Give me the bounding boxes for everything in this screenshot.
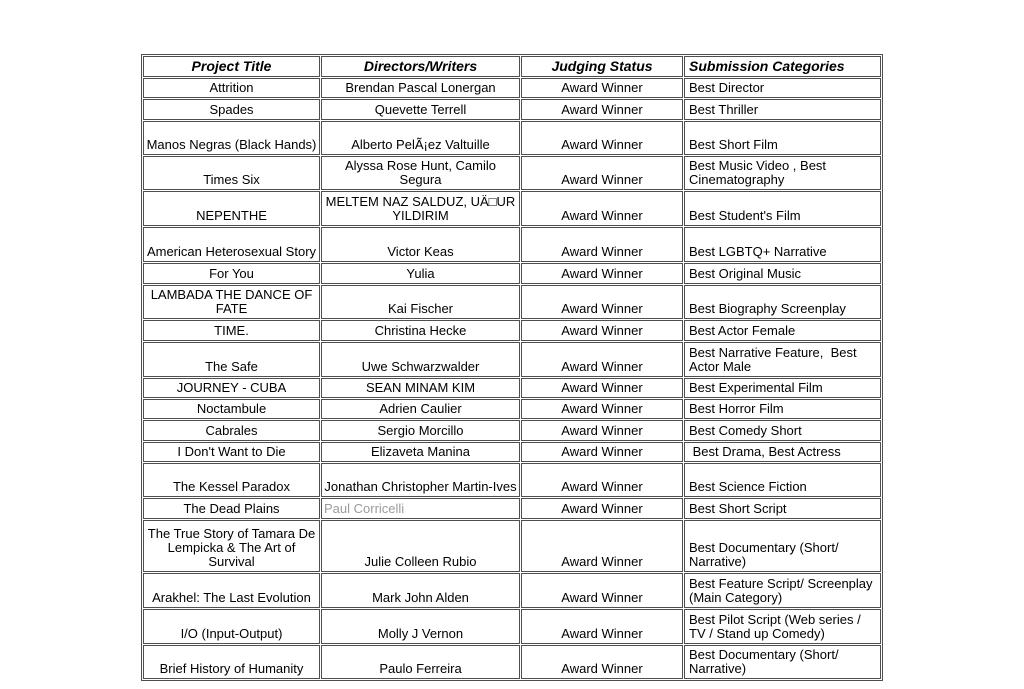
- table-row: [143, 420, 881, 441]
- cell-directors: Quevette Terrell: [321, 99, 520, 120]
- cell-status: Award Winner: [521, 645, 683, 679]
- cell-title: Noctambule: [143, 399, 320, 419]
- cell-directors: Paulo Ferreira: [321, 645, 520, 679]
- table-row: [143, 399, 881, 419]
- cell-status: Award Winner: [521, 285, 683, 319]
- cell-status: Award Winner: [521, 156, 683, 190]
- cell-directors: Yulia: [321, 263, 520, 284]
- cell-status: Award Winner: [521, 442, 683, 462]
- cell-categories: Best Science Fiction: [684, 463, 881, 497]
- cell-status: Award Winner: [521, 420, 683, 441]
- cell-categories: Best Short Film: [684, 121, 881, 155]
- table-row: [143, 342, 881, 377]
- table-row: [143, 78, 881, 98]
- header-cell-categories: Submission Categories: [684, 56, 881, 77]
- cell-directors: Jonathan Christopher Martin-Ives: [321, 463, 520, 497]
- cell-categories: Best Pilot Script (Web series / TV / Stand up Comedy): [684, 609, 881, 644]
- cell-title: American Heterosexual Story: [143, 227, 320, 262]
- cell-status: Award Winner: [521, 227, 683, 262]
- cell-title: TIME.: [143, 320, 320, 341]
- header-cell-title: Project Title: [143, 56, 320, 77]
- header-cell-directors: Directors/Writers: [321, 56, 520, 77]
- cell-directors: Julie Colleen Rubio: [321, 520, 520, 572]
- cell-status: Award Winner: [521, 99, 683, 120]
- cell-status: Award Winner: [521, 609, 683, 644]
- table-header-row: [143, 56, 881, 77]
- cell-categories: Best Narrative Feature, Best Actor Male: [684, 342, 881, 377]
- cell-categories: Best Horror Film: [684, 399, 881, 419]
- cell-title: I/O (Input-Output): [143, 609, 320, 644]
- table-row: [143, 573, 881, 608]
- table-row: [143, 191, 881, 226]
- cell-status: Award Winner: [521, 121, 683, 155]
- cell-title: Brief History of Humanity: [143, 645, 320, 679]
- cell-title: Spades: [143, 99, 320, 120]
- cell-title: Cabrales: [143, 420, 320, 441]
- table-row: [143, 320, 881, 341]
- cell-status: Award Winner: [521, 342, 683, 377]
- cell-status: Award Winner: [521, 463, 683, 497]
- cell-status: Award Winner: [521, 520, 683, 572]
- cell-directors: Paul Corricelli: [321, 498, 520, 519]
- cell-title: The True Story of Tamara De Lempicka & The Art of Survival: [143, 520, 320, 572]
- cell-categories: Best Documentary (Short/ Narrative): [684, 645, 881, 679]
- table-header: [143, 56, 881, 77]
- cell-categories: Best Comedy Short: [684, 420, 881, 441]
- cell-directors: Molly J Vernon: [321, 609, 520, 644]
- table-row: [143, 263, 881, 284]
- cell-title: Arakhel: The Last Evolution: [143, 573, 320, 608]
- cell-title: The Safe: [143, 342, 320, 377]
- cell-status: Award Winner: [521, 320, 683, 341]
- cell-categories: Best Actor Female: [684, 320, 881, 341]
- cell-categories: Best LGBTQ+ Narrative: [684, 227, 881, 262]
- table-row: [143, 609, 881, 644]
- document-page: [141, 54, 883, 681]
- cell-directors: MELTEM NAZ SALDUZ, UÄ□UR YILDIRIM: [321, 191, 520, 226]
- cell-categories: Best Drama, Best Actress: [684, 442, 881, 462]
- cell-status: Award Winner: [521, 573, 683, 608]
- cell-status: Award Winner: [521, 263, 683, 284]
- cell-categories: Best Music Video , Best Cinematography: [684, 156, 881, 190]
- cell-directors: Alyssa Rose Hunt, Camilo Segura: [321, 156, 520, 190]
- cell-directors: Brendan Pascal Lonergan: [321, 78, 520, 98]
- cell-categories: Best Original Music: [684, 263, 881, 284]
- cell-title: LAMBADA THE DANCE OF FATE: [143, 285, 320, 319]
- cell-title: For You: [143, 263, 320, 284]
- cell-categories: Best Experimental Film: [684, 378, 881, 398]
- cell-title: I Don't Want to Die: [143, 442, 320, 462]
- cell-directors: Uwe Schwarzwalder: [321, 342, 520, 377]
- cell-directors: Christina Hecke: [321, 320, 520, 341]
- cell-directors: Sergio Morcillo: [321, 420, 520, 441]
- cell-directors: SEAN MINAM KIM: [321, 378, 520, 398]
- cell-directors: Elizaveta Manina: [321, 442, 520, 462]
- cell-status: Award Winner: [521, 78, 683, 98]
- cell-categories: Best Short Script: [684, 498, 881, 519]
- table-row: [143, 520, 881, 572]
- cell-directors: Adrien Caulier: [321, 399, 520, 419]
- cell-title: NEPENTHE: [143, 191, 320, 226]
- cell-categories: Best Documentary (Short/ Narrative): [684, 520, 881, 572]
- cell-categories: Best Director: [684, 78, 881, 98]
- cell-categories: Best Feature Script/ Screenplay (Main Category): [684, 573, 881, 608]
- table-row: [143, 645, 881, 679]
- cell-status: Award Winner: [521, 191, 683, 226]
- cell-directors: Alberto PelÃ¡ez Valtuille: [321, 121, 520, 155]
- cell-directors: Mark John Alden: [321, 573, 520, 608]
- awards-table: [141, 54, 883, 681]
- cell-status: Award Winner: [521, 378, 683, 398]
- cell-categories: Best Biography Screenplay: [684, 285, 881, 319]
- cell-directors: Kai Fischer: [321, 285, 520, 319]
- cell-directors: Victor Keas: [321, 227, 520, 262]
- cell-title: The Dead Plains: [143, 498, 320, 519]
- cell-categories: Best Thriller: [684, 99, 881, 120]
- table-row: [143, 285, 881, 319]
- table-row: [143, 378, 881, 398]
- cell-title: JOURNEY - CUBA: [143, 378, 320, 398]
- cell-title: The Kessel Paradox: [143, 463, 320, 497]
- cell-title: Times Six: [143, 156, 320, 190]
- table-row: [143, 227, 881, 262]
- table-body: [143, 78, 881, 679]
- cell-status: Award Winner: [521, 498, 683, 519]
- cell-status: Award Winner: [521, 399, 683, 419]
- header-cell-status: Judging Status: [521, 56, 683, 77]
- table-row: [143, 99, 881, 120]
- cell-title: Manos Negras (Black Hands): [143, 121, 320, 155]
- table-row: [143, 156, 881, 190]
- cell-title: Attrition: [143, 78, 320, 98]
- table-row: [143, 498, 881, 519]
- cell-categories: Best Student's Film: [684, 191, 881, 226]
- table-row: [143, 463, 881, 497]
- table-row: [143, 121, 881, 155]
- table-row: [143, 442, 881, 462]
